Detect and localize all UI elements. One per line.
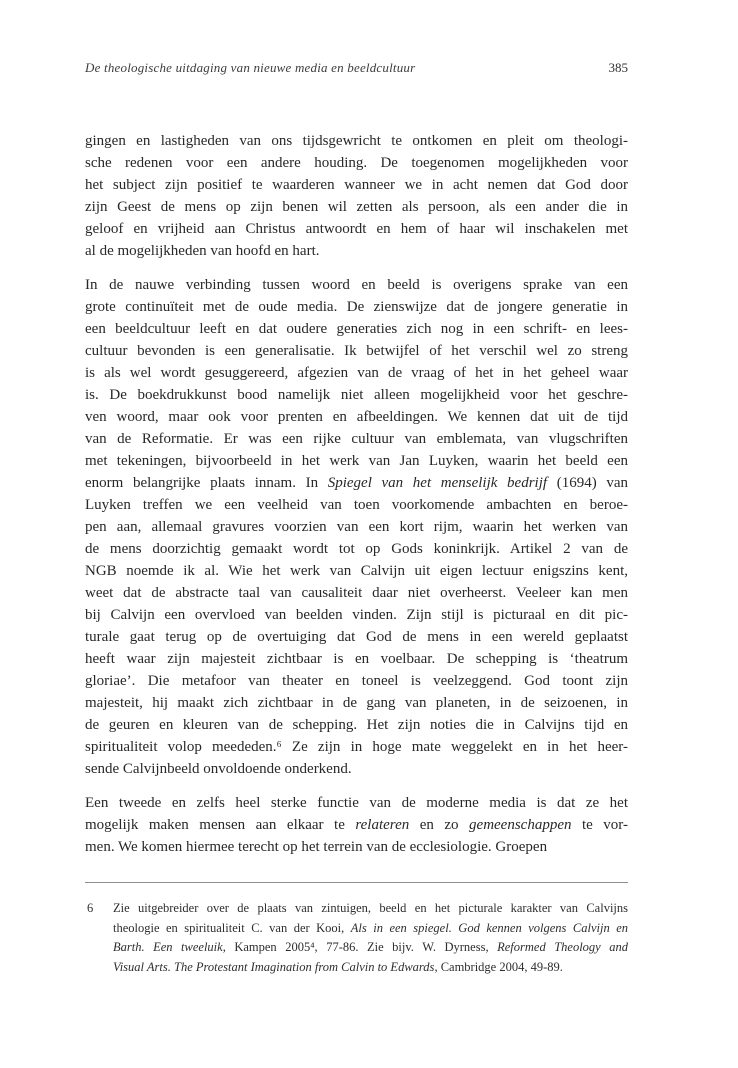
text-line: heeft waar zijn majesteit zichtbaar is en voelbaar. De schepping is ‘theatrum: [85, 651, 628, 667]
text-line: bij Calvijn een overvloed van beelden vinden. Zijn stijl is picturaal en dit pic-: [85, 607, 628, 623]
text-line: theologie en spiritualiteit C. van der Kooi, Als in een spiegel. God kennen volgens Calvijn en: [113, 920, 628, 935]
paragraph-1: [85, 130, 628, 262]
text-line: gloriae’. Die metafoor van theater en toneel is veelzeggend. God toont zijn: [85, 673, 628, 689]
text-line: turale gaat terug op de overtuiging dat God de mens in een wereld geplaatst: [85, 629, 628, 645]
text-line: het subject zijn positief te waarderen wanneer we in acht nemen dat God door: [85, 177, 628, 193]
paragraph-2: [85, 274, 628, 780]
paragraph-3: [85, 792, 628, 858]
text-line: spiritualiteit volop meededen.⁶ Ze zijn in hoge mate weggelekt en in het heer-: [85, 739, 628, 755]
text-line: de mens doorzichtig gemaakt wordt tot op Gods koninkrijk. Artikel 2 van de: [85, 541, 628, 557]
text-line: geloof en vrijheid aan Christus antwoordt en hem of haar wil inschakelen met: [85, 221, 628, 237]
footnote: [85, 899, 628, 977]
text-line: is. De boekdrukkunst bood namelijk niet alleen mogelijkheid voor het geschre-: [85, 387, 628, 403]
text-line: met tekeningen, bijvoorbeeld in het werk van Jan Luyken, waarin het beeld een: [85, 453, 628, 469]
footnote-number: 6: [87, 901, 94, 915]
text-line: is als wel wordt gesuggereerd, afgezien van de vraag of het in het geheel waar: [85, 365, 628, 381]
body-text: [85, 130, 628, 858]
text-line: Zie uitgebreider over de plaats van zintuigen, beeld en het picturale karakter van Calvijns: [113, 901, 628, 915]
running-header: [85, 60, 628, 76]
text-line: In de nauwe verbinding tussen woord en beeld is overigens sprake van een: [85, 277, 628, 293]
text-line: van de Reformatie. Er was een rijke cultuur van emblemata, van vlugschriften: [85, 431, 628, 447]
text-line: al de mogelijkheden van hoofd en hart.: [85, 243, 320, 259]
text-line: mogelijk maken mensen aan elkaar te relateren en zo gemeenschappen te vor-: [85, 817, 628, 833]
footnote-text: [113, 899, 628, 977]
text-line: Een tweede en zelfs heel sterke functie van de moderne media is dat ze het: [85, 795, 628, 811]
text-line: Barth. Een tweeluik, Kampen 2005⁴, 77-86. Zie bijv. W. Dyrness, Reformed Theology and: [113, 940, 628, 954]
text-line: ven woord, maar ook voor prenten en afbeeldingen. We kennen dat uit de tijd: [85, 409, 628, 425]
text-line: NGB noemde ik al. Wie het werk van Calvijn uit eigen lectuur enigszins kent,: [85, 563, 628, 579]
page-number: 385: [608, 60, 628, 75]
text-line: majesteit, hij maakt zich zichtbaar in de gang van planeten, in de seizoenen, in: [85, 695, 628, 711]
text-line: sende Calvijnbeeld onvoldoende onderkend.: [85, 761, 352, 777]
text-line: een beeldcultuur leeft en dat oudere generaties zich nog in een schrift- en lees-: [85, 321, 628, 337]
text-line: weet dat de abstracte taal van causaliteit daar niet overheerst. Veeleer kan men: [85, 585, 628, 601]
text-line: zijn Geest de mens op zijn benen wil zetten als persoon, als een ander die in: [85, 199, 628, 215]
text-line: de geuren en kleuren van de schepping. Het zijn noties die in Calvijns tijd en: [85, 717, 628, 733]
text-line: Visual Arts. The Protestant Imagination from Calvin to Edwards, Cambridge 2004, 49-89.: [113, 959, 563, 974]
text-line: cultuur bevonden is een generalisatie. Ik betwijfel of het verschil wel zo streng: [85, 343, 628, 359]
text-line: men. We komen hiermee terecht op het terrein van de ecclesiologie. Groepen: [85, 839, 548, 855]
footnote-separator: [85, 882, 628, 883]
text-line: enorm belangrijke plaats innam. In Spiegel van het menselijk bedrijf (1694) van: [85, 475, 628, 491]
text-line: gingen en lastigheden van ons tijdsgewricht te ontkomen en pleit om theologi-: [85, 133, 628, 149]
text-line: sche redenen voor een andere houding. De toegenomen mogelijkheden voor: [85, 155, 628, 171]
text-line: grote continuïteit met de oude media. De zienswijze dat de jongere generatie in: [85, 299, 628, 315]
running-header-title: De theologische uitdaging van nieuwe media en beeldcultuur: [85, 60, 416, 75]
text-line: Luyken treffen we een veelheid van toen voorkomende ambachten en beroe-: [85, 497, 628, 513]
text-line: pen aan, allemaal gravures voorzien van een kort rijm, waarin het werken van: [85, 519, 628, 535]
